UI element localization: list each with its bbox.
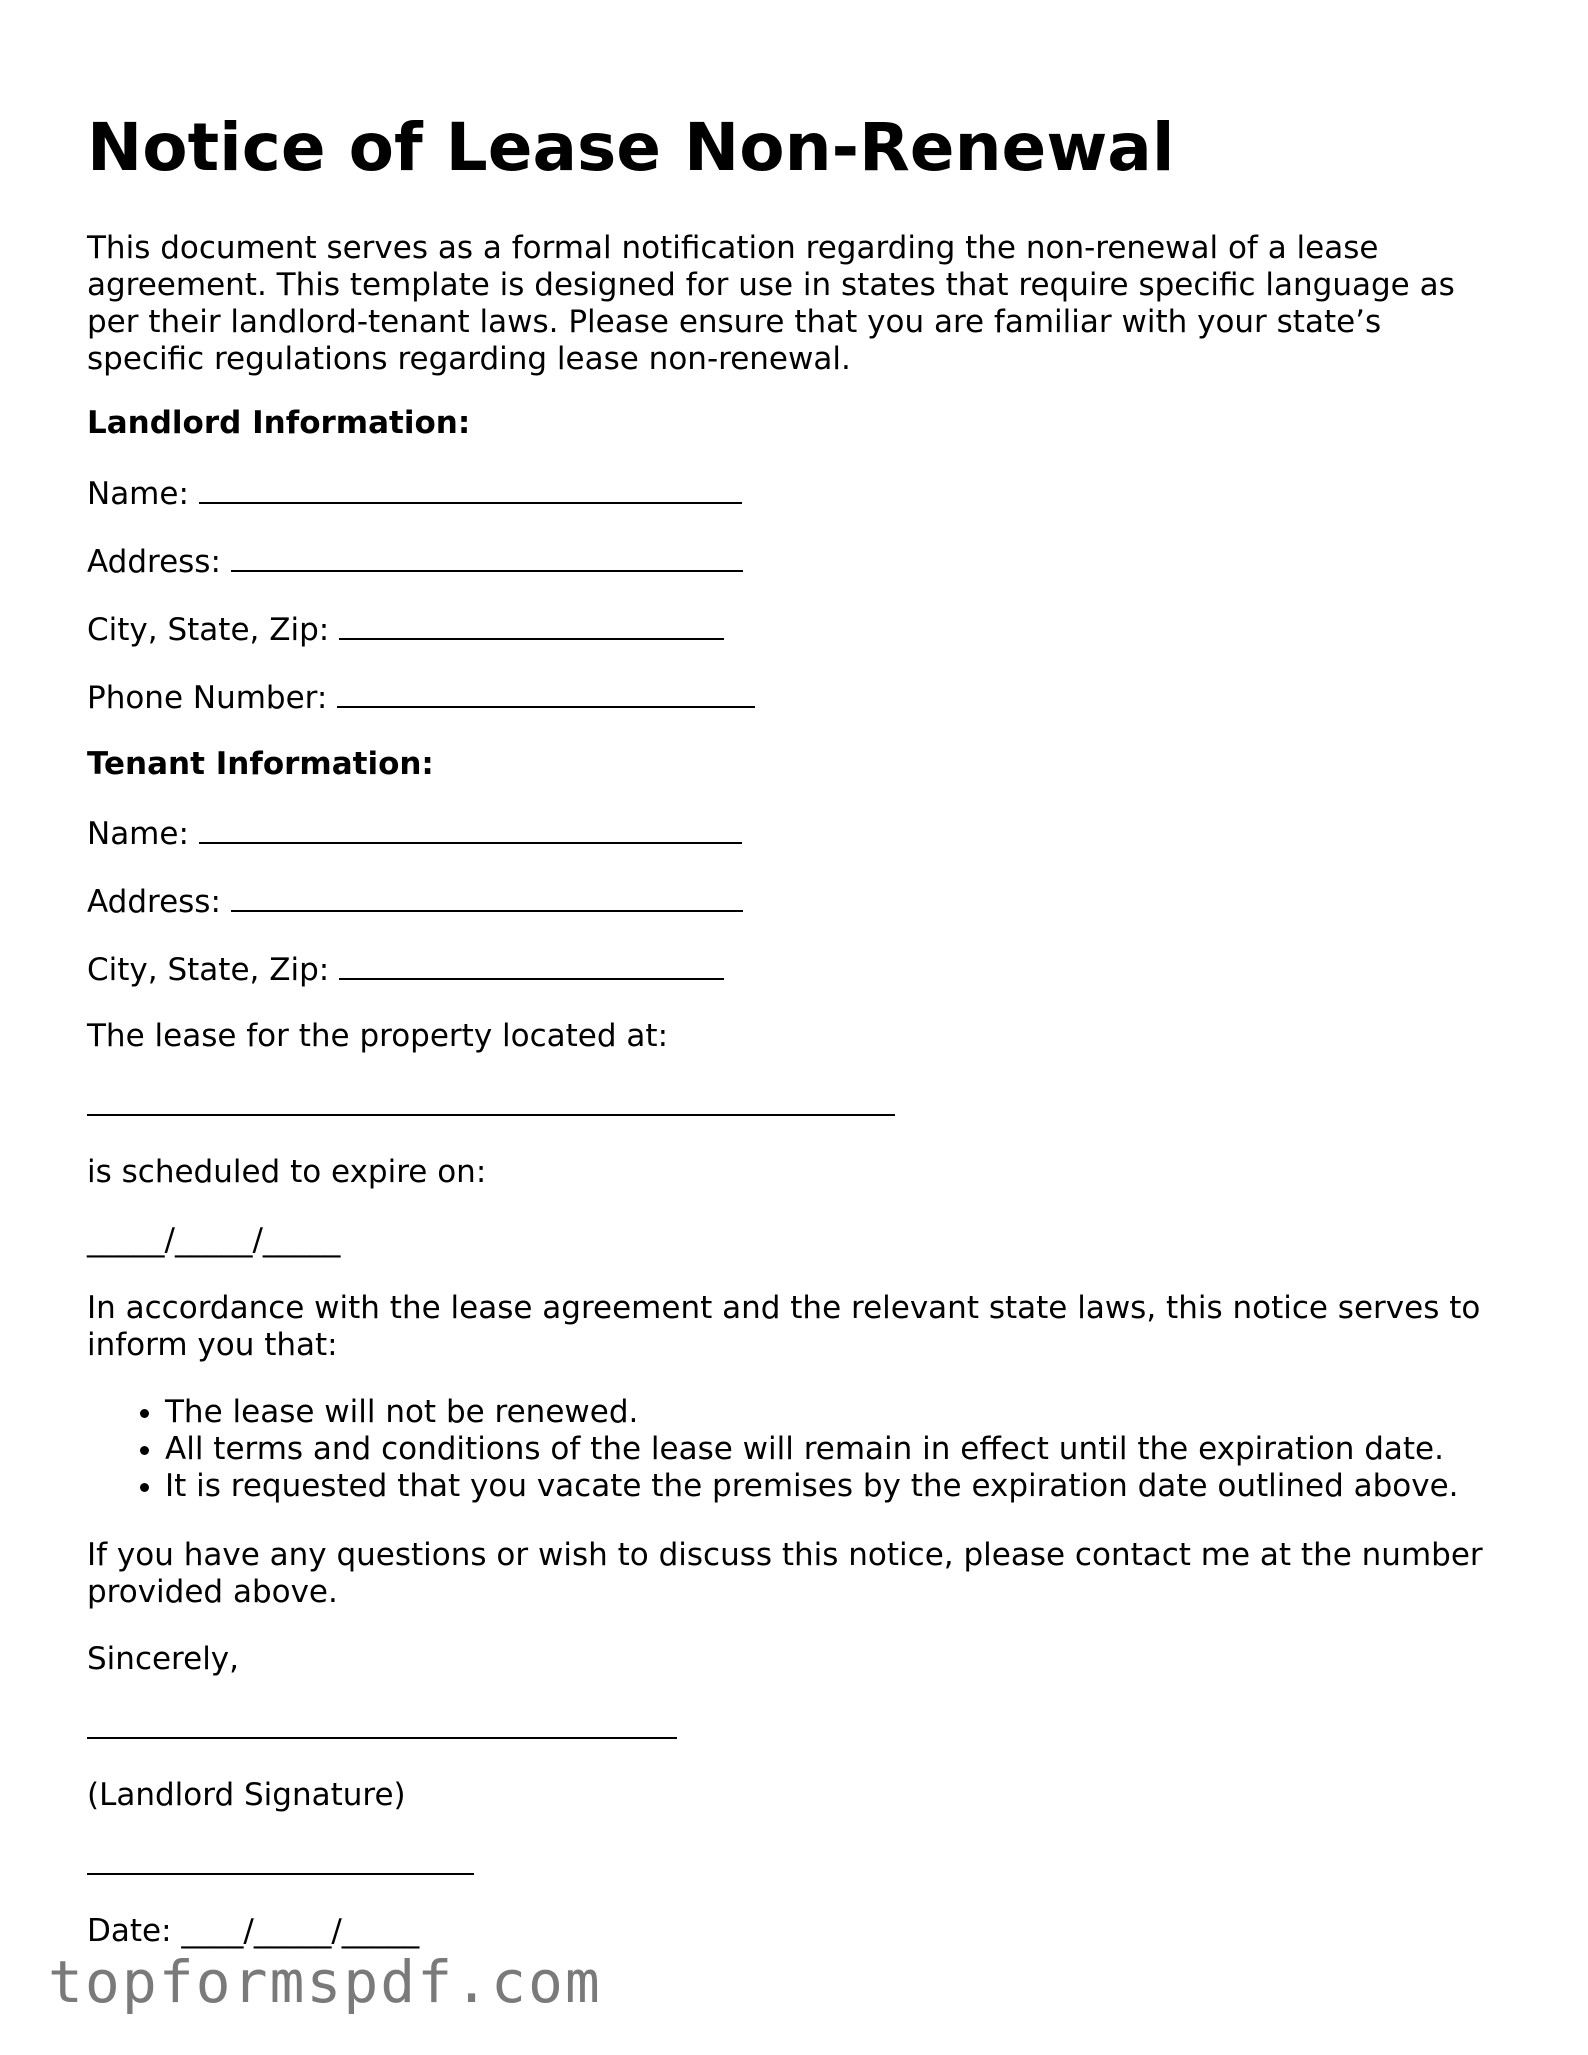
landlord-phone-field[interactable] <box>337 678 755 708</box>
tenant-address-field[interactable] <box>231 882 743 912</box>
landlord-name-row <box>87 474 742 513</box>
landlord-address-row <box>87 542 743 581</box>
closing-text: Sincerely, <box>87 1641 240 1677</box>
date-field[interactable]: ____/_____/_____ <box>181 1913 420 1949</box>
landlord-phone-label: Phone Number: <box>87 680 328 716</box>
date-row <box>87 1913 419 1950</box>
list-item: • It is requested that you vacate the premises by the expiration date outlined above. <box>165 1468 1459 1505</box>
accordance-paragraph: In accordance with the lease agreement and the relevant state laws, this notice serves to inform you that: <box>87 1290 1481 1363</box>
tenant-heading: Tenant Information: <box>87 746 434 782</box>
signature-row <box>87 1709 677 1748</box>
notice-bullet-list <box>87 1394 1459 1505</box>
landlord-signature-field[interactable] <box>87 1709 677 1739</box>
secondary-blank-field[interactable] <box>87 1845 474 1875</box>
landlord-heading: Landlord Information: <box>87 405 471 441</box>
secondary-blank-row <box>87 1845 474 1884</box>
expire-date-field[interactable]: _____/_____/_____ <box>87 1222 341 1258</box>
watermark: topformspdf.com <box>48 1948 602 2016</box>
tenant-address-label: Address: <box>87 884 221 920</box>
tenant-name-label: Name: <box>87 816 189 852</box>
landlord-city-field[interactable] <box>339 610 724 640</box>
landlord-name-field[interactable] <box>199 474 742 504</box>
tenant-city-label: City, State, Zip: <box>87 952 330 988</box>
landlord-address-field[interactable] <box>231 542 743 572</box>
landlord-phone-row <box>87 678 755 717</box>
tenant-city-field[interactable] <box>339 950 724 980</box>
expire-label: is scheduled to expire on: <box>87 1154 487 1190</box>
list-item: • All terms and conditions of the lease will remain in effect until the expiration date. <box>165 1431 1459 1468</box>
tenant-name-row <box>87 814 742 853</box>
landlord-address-label: Address: <box>87 544 221 580</box>
date-label: Date: <box>87 1913 172 1949</box>
tenant-city-row <box>87 950 724 989</box>
tenant-name-field[interactable] <box>199 814 742 844</box>
page-title: Notice of Lease Non-Renewal <box>87 109 1175 186</box>
landlord-city-row <box>87 610 724 649</box>
list-item: • The lease will not be renewed. <box>165 1394 1459 1431</box>
signature-caption: (Landlord Signature) <box>87 1777 406 1813</box>
property-address-row <box>87 1086 895 1125</box>
landlord-city-label: City, State, Zip: <box>87 612 330 648</box>
property-address-field[interactable] <box>87 1086 895 1116</box>
intro-paragraph: This document serves as a formal notification regarding the non-renewal of a lease agreement. This template is designed for use in states that require specific language as per their landlord-tenant laws. Please ensure that you are familiar with your state’s specific regulations regarding lease non-renewal. <box>87 230 1455 377</box>
questions-paragraph: If you have any questions or wish to discuss this notice, please contact me at the number provided above. <box>87 1537 1483 1610</box>
landlord-name-label: Name: <box>87 476 189 512</box>
tenant-address-row <box>87 882 743 921</box>
property-label: The lease for the property located at: <box>87 1018 669 1054</box>
